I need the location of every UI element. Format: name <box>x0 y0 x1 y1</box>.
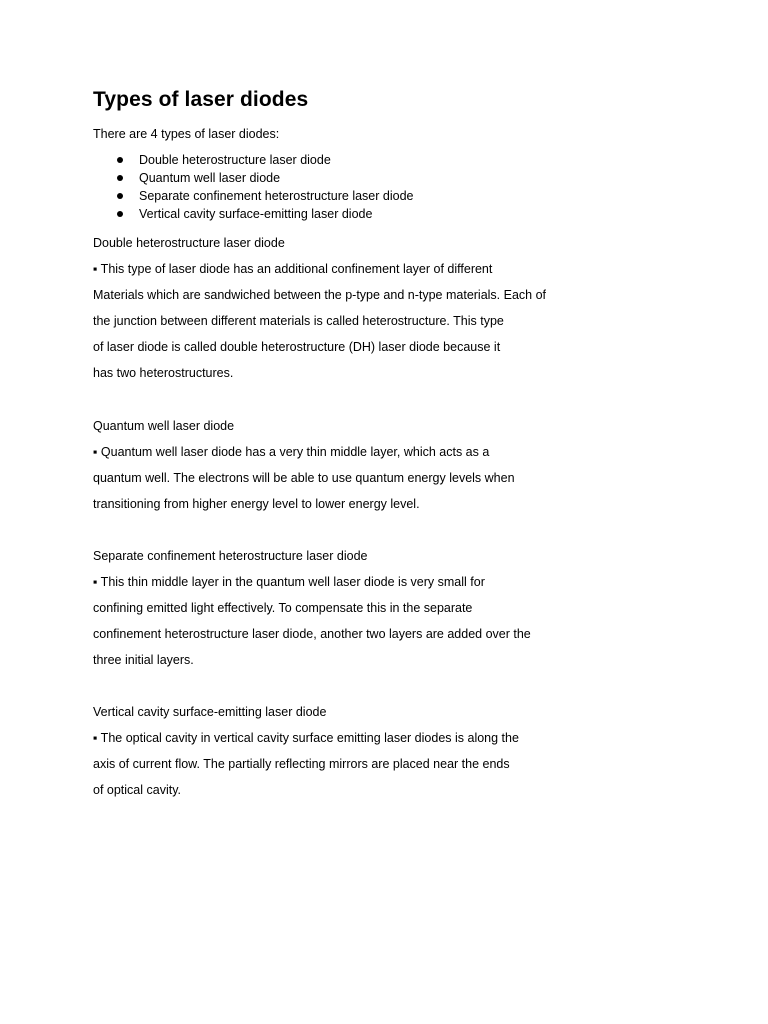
paragraph-line: Materials which are sandwiched between the p-type and n-type materials. Each of <box>93 288 547 302</box>
paragraph-line: confining emitted light effectively. To compensate this in the separate <box>93 601 473 615</box>
paragraph-line: ▪ This thin middle layer in the quantum well laser diode is very small for <box>93 575 485 589</box>
section-heading-vertical-cavity: Vertical cavity surface-emitting laser diode <box>93 705 327 719</box>
bullet-icon <box>117 193 123 199</box>
list-item-label: Vertical cavity surface-emitting laser diode <box>139 207 373 221</box>
list-item <box>93 205 413 223</box>
section-heading-quantum-well: Quantum well laser diode <box>93 419 235 433</box>
paragraph-line: of laser diode is called double heterostructure (DH) laser diode because it <box>93 340 501 354</box>
list-item <box>93 187 413 205</box>
paragraph-line: transitioning from higher energy level to lower energy level. <box>93 497 420 511</box>
paragraph-line: axis of current flow. The partially reflecting mirrors are placed near the ends <box>93 757 510 771</box>
paragraph-line: of optical cavity. <box>93 783 182 797</box>
intro-text: There are 4 types of laser diodes: <box>93 127 280 141</box>
section-heading-separate-confinement: Separate confinement heterostructure laser diode <box>93 549 368 563</box>
list-item <box>93 169 413 187</box>
list-item <box>93 151 413 169</box>
list-item-label: Quantum well laser diode <box>139 171 281 185</box>
page-title: Types of laser diodes <box>93 88 309 111</box>
bullet-icon <box>117 175 123 181</box>
list-item-label: Double heterostructure laser diode <box>139 153 331 167</box>
paragraph-line: three initial layers. <box>93 653 194 667</box>
paragraph-line: the junction between different materials is called heterostructure. This type <box>93 314 504 328</box>
paragraph-line: ▪ The optical cavity in vertical cavity surface emitting laser diodes is along the <box>93 731 519 745</box>
bullet-icon <box>117 211 123 217</box>
paragraph-line: has two heterostructures. <box>93 366 234 380</box>
types-list <box>93 151 413 223</box>
section-heading-double-heterostructure: Double heterostructure laser diode <box>93 236 285 250</box>
paragraph-line: quantum well. The electrons will be able to use quantum energy levels when <box>93 471 515 485</box>
paragraph-line: ▪ Quantum well laser diode has a very thin middle layer, which acts as a <box>93 445 490 459</box>
paragraph-line: ▪ This type of laser diode has an additional confinement layer of different <box>93 262 493 276</box>
list-item-label: Separate confinement heterostructure laser diode <box>139 189 414 203</box>
bullet-icon <box>117 157 123 163</box>
paragraph-line: confinement heterostructure laser diode, another two layers are added over the <box>93 627 531 641</box>
